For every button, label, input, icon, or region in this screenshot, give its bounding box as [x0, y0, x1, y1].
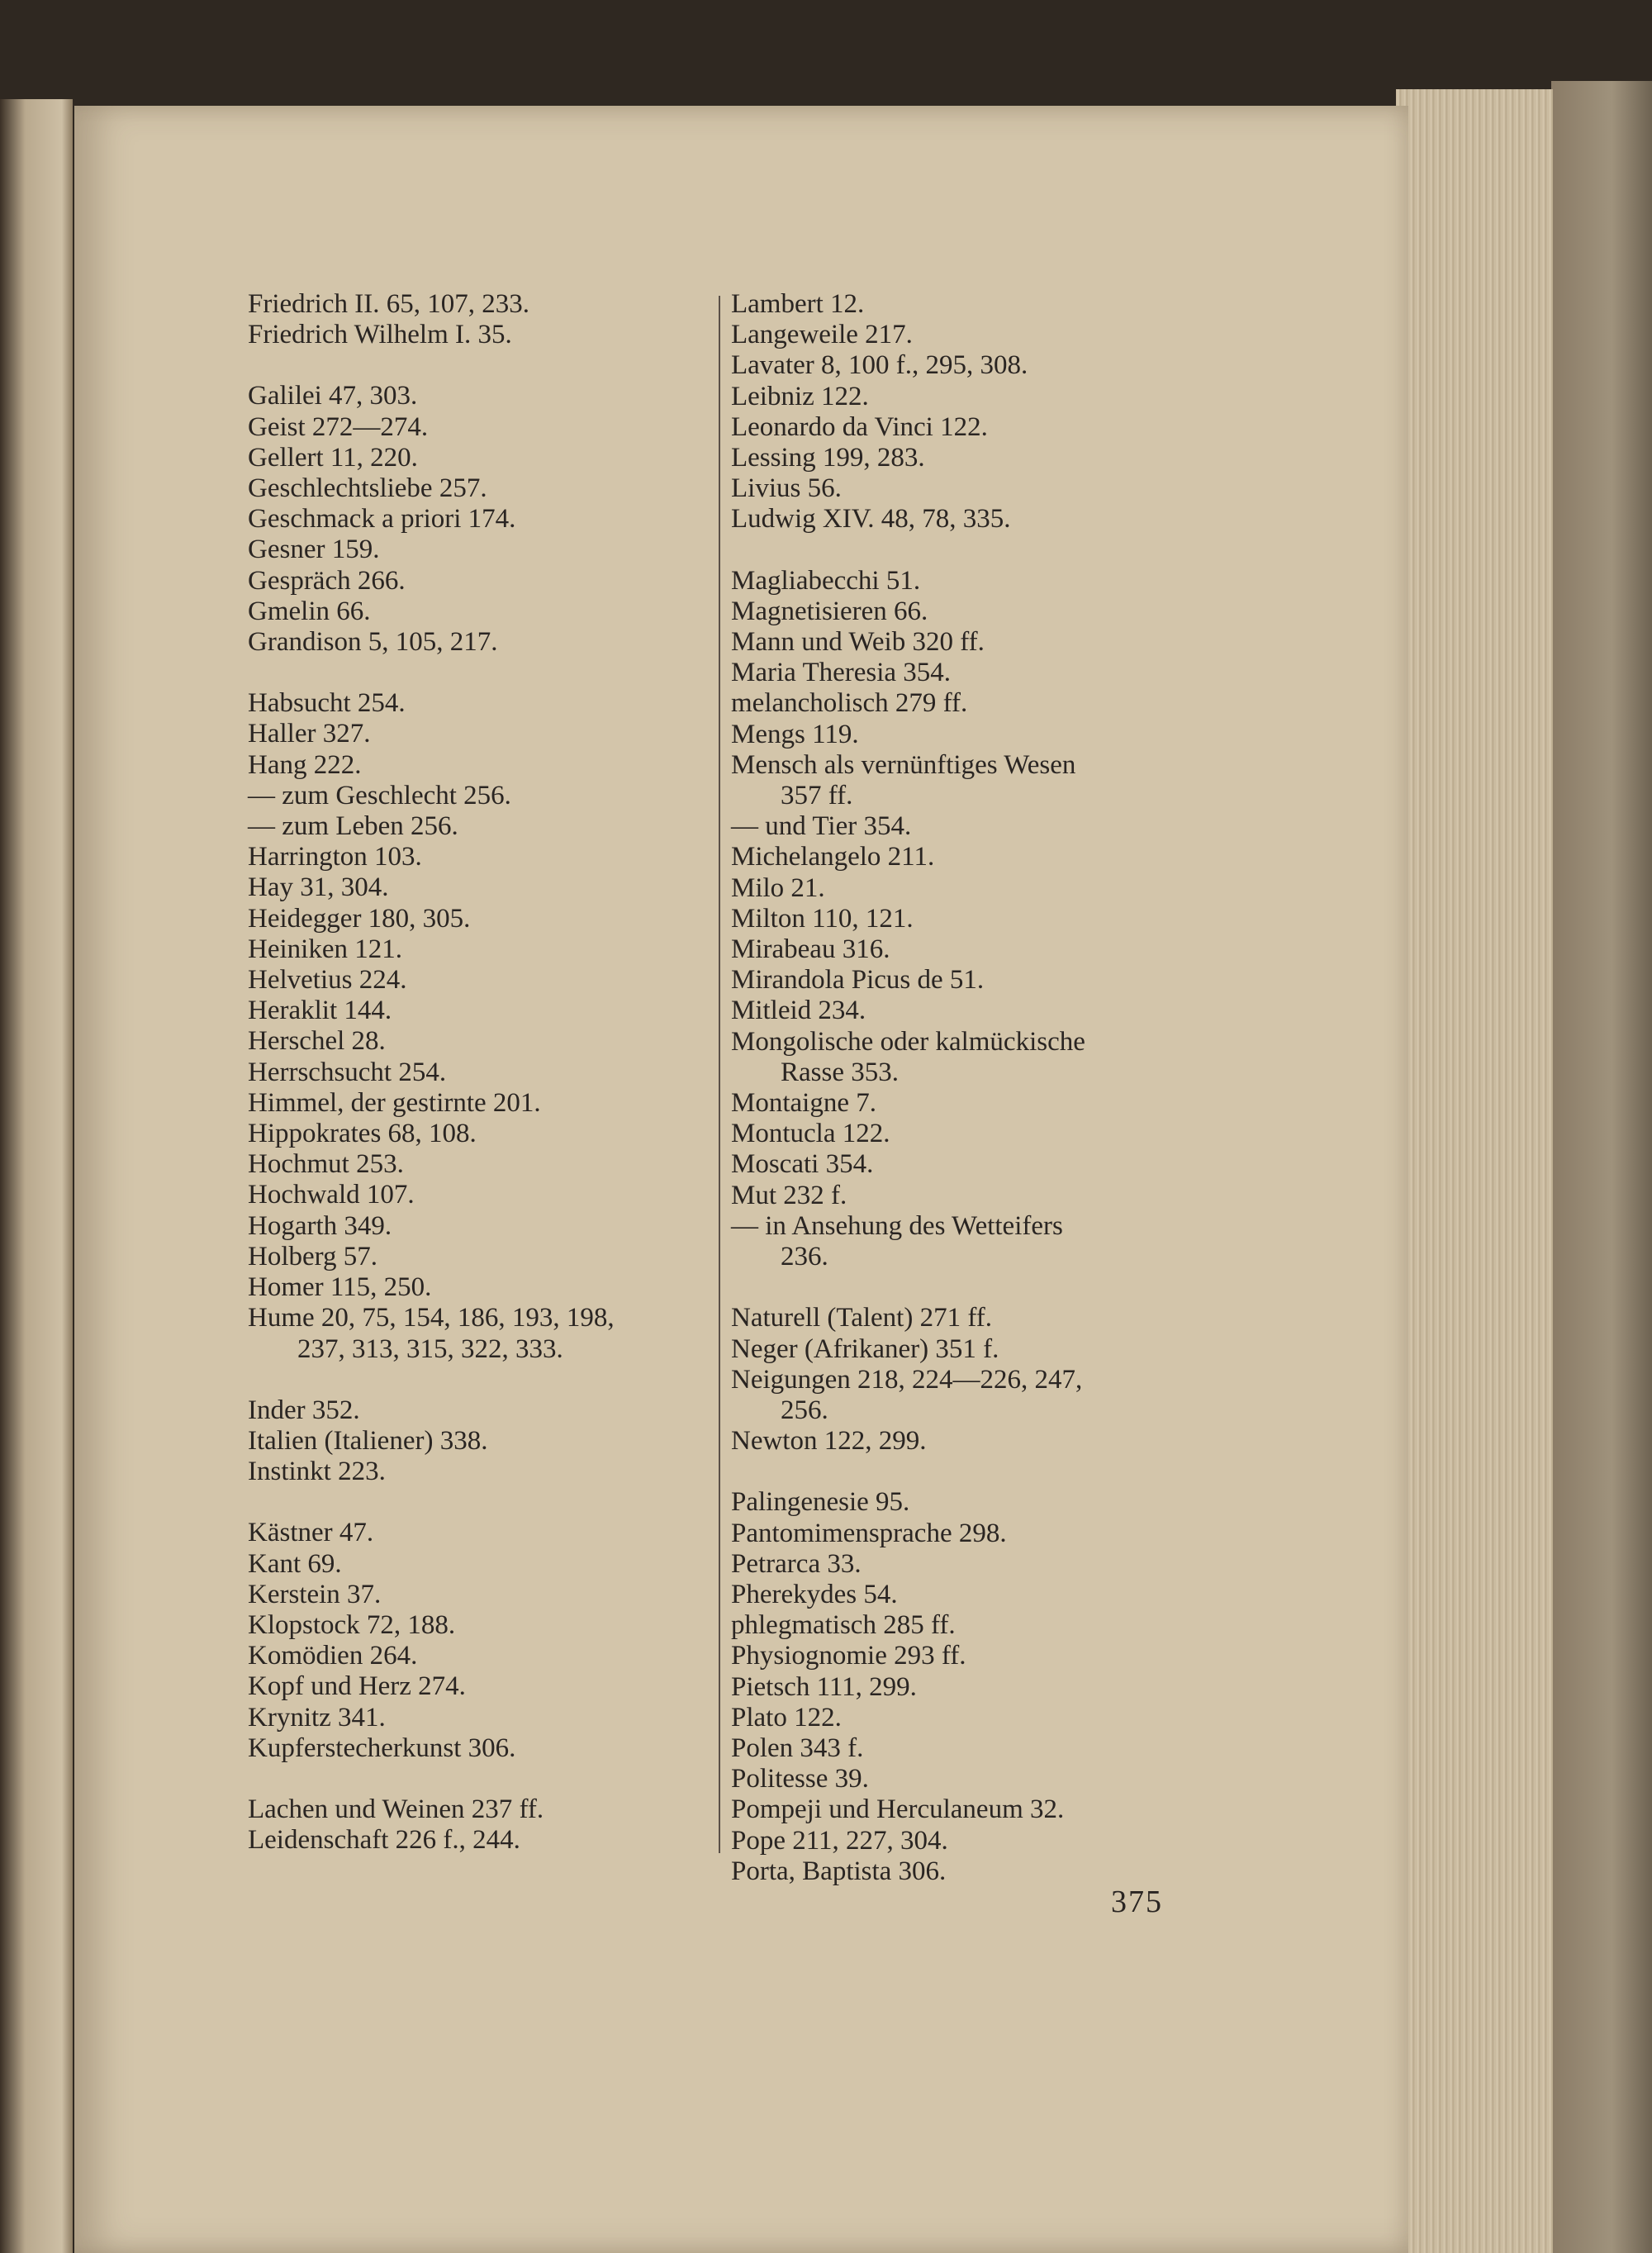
index-entry: Kopf und Herz 274. — [248, 1671, 466, 1702]
index-entry: Gellert 11, 220. — [248, 442, 418, 473]
index-entry: Lachen und Weinen 237 ff. — [248, 1794, 544, 1824]
index-entry: Montucla 122. — [731, 1119, 890, 1149]
index-entry: Galilei 47, 303. — [248, 381, 418, 411]
section-gap — [731, 535, 1276, 566]
index-entry: Newton 122, 299. — [731, 1426, 927, 1457]
index-entry: Inder 352. — [248, 1395, 360, 1425]
index-entry: Mirabeau 316. — [731, 934, 890, 965]
index-entry: Friedrich II. 65, 107, 233. — [248, 289, 529, 319]
index-entry-continuation: 256. — [781, 1395, 828, 1425]
index-entry: Friedrich Wilhelm I. 35. — [248, 320, 512, 350]
index-entry: Hay 31, 304. — [248, 872, 389, 903]
index-entry: Livius 56. — [731, 473, 842, 504]
index-entry: Milo 21. — [731, 872, 825, 903]
index-entry: Mann und Weib 320 ff. — [731, 627, 985, 658]
index-entry: Magliabecchi 51. — [731, 565, 921, 596]
index-entry: Mitleid 234. — [731, 996, 866, 1026]
index-entry: Neigungen 218, 224—226, 247, — [731, 1364, 1083, 1395]
index-entry: Hippokrates 68, 108. — [248, 1119, 477, 1149]
section-gap — [731, 1272, 1276, 1303]
index-entry: Hume 20, 75, 154, 186, 193, 198, — [248, 1303, 615, 1333]
section-gap — [248, 350, 776, 381]
previous-page-edge — [0, 99, 73, 2253]
index-entry: Pompeji und Herculaneum 32. — [731, 1794, 1065, 1825]
section-gap — [248, 1487, 776, 1518]
index-entry: Italien (Italiener) 338. — [248, 1425, 488, 1456]
index-entry: Gespräch 266. — [248, 565, 406, 596]
index-entry: Naturell (Talent) 271 ff. — [731, 1303, 992, 1333]
index-entry: Harrington 103. — [248, 842, 422, 872]
index-entry: Lessing 199, 283. — [731, 443, 925, 473]
index-entry: Heiniken 121. — [248, 934, 402, 964]
index-entry: Mut 232 f. — [731, 1180, 847, 1210]
index-entry: Kästner 47. — [248, 1518, 374, 1548]
index-entry: Hochwald 107. — [248, 1180, 415, 1210]
index-entry: Mensch als vernünftiges Wesen — [731, 749, 1076, 780]
index-entry: Leibniz 122. — [731, 381, 869, 411]
section-gap — [731, 1457, 1276, 1487]
index-entry: Habsucht 254. — [248, 688, 406, 719]
index-column-left — [248, 289, 776, 1856]
index-entry: Moscati 354. — [731, 1149, 874, 1180]
index-entry: melancholisch 279 ff. — [731, 688, 968, 719]
index-column-right — [731, 289, 1276, 1887]
index-entry: Krynitz 341. — [248, 1702, 386, 1733]
section-gap — [248, 1764, 776, 1794]
book-page — [74, 106, 1408, 2253]
index-entry: Montaigne 7. — [731, 1088, 876, 1119]
index-entry: Pantomimensprache 298. — [731, 1518, 1007, 1548]
index-entry: Kant 69. — [248, 1548, 342, 1579]
index-entry: Holberg 57. — [248, 1241, 378, 1271]
index-entry: Pope 211, 227, 304. — [731, 1825, 948, 1856]
index-entry-continuation: 357 ff. — [781, 781, 853, 811]
index-entry-continuation: Rasse 353. — [781, 1057, 899, 1087]
index-entry: Leonardo da Vinci 122. — [731, 411, 988, 442]
index-entry: Komödien 264. — [248, 1641, 418, 1671]
index-entry: Politesse 39. — [731, 1764, 869, 1794]
index-entry: Heidegger 180, 305. — [248, 903, 471, 934]
index-entry: Helvetius 224. — [248, 965, 407, 996]
index-entry: Haller 327. — [248, 719, 371, 749]
index-entry: Mongolische oder kalmückische — [731, 1026, 1085, 1057]
page-number: 375 — [1111, 1885, 1163, 1919]
index-entry: Himmel, der gestirnte 201. — [248, 1087, 541, 1118]
index-entry: — in Ansehung des Wetteifers — [731, 1210, 1063, 1241]
index-entry: Physiognomie 293 ff. — [731, 1641, 966, 1671]
index-entry: Herrschsucht 254. — [248, 1057, 447, 1087]
index-entry: Pherekydes 54. — [731, 1579, 898, 1609]
index-entry: Kupferstecherkunst 306. — [248, 1733, 516, 1763]
index-entry: Porta, Baptista 306. — [731, 1856, 947, 1886]
index-entry: Hochmut 253. — [248, 1149, 404, 1180]
index-entry: Mengs 119. — [731, 719, 859, 749]
index-entry: Lambert 12. — [731, 289, 865, 319]
index-entry: Palingenesie 95. — [731, 1487, 910, 1518]
index-entry: Ludwig XIV. 48, 78, 335. — [731, 504, 1011, 535]
index-entry: Geschlechtsliebe 257. — [248, 473, 487, 504]
index-entry: Milton 110, 121. — [731, 903, 914, 934]
index-entry: Kerstein 37. — [248, 1579, 382, 1609]
index-entry: Gmelin 66. — [248, 596, 371, 626]
index-entry: Mirandola Picus de 51. — [731, 965, 985, 996]
index-entry: — und Tier 354. — [731, 811, 912, 842]
index-entry: Magnetisieren 66. — [731, 596, 928, 626]
index-entry: Plato 122. — [731, 1702, 842, 1733]
column-divider — [719, 296, 720, 1853]
index-entry: Hang 222. — [248, 749, 362, 780]
index-entry: Instinkt 223. — [248, 1457, 386, 1487]
page-stack-edges — [1396, 89, 1553, 2253]
index-entry: Grandison 5, 105, 217. — [248, 627, 498, 658]
index-entry: Herschel 28. — [248, 1026, 386, 1057]
index-entry: phlegmatisch 285 ff. — [731, 1610, 956, 1641]
index-entry: Polen 343 f. — [731, 1733, 864, 1763]
index-entry-continuation: 237, 313, 315, 322, 333. — [297, 1333, 563, 1364]
section-gap — [248, 1365, 776, 1395]
index-entry: Homer 115, 250. — [248, 1272, 432, 1303]
index-entry: Langeweile 217. — [731, 320, 913, 350]
index-entry: Pietsch 111, 299. — [731, 1671, 917, 1702]
index-entry: Geschmack a priori 174. — [248, 504, 516, 535]
index-entry: Michelangelo 211. — [731, 842, 935, 872]
book-cover-edge — [1551, 81, 1652, 2253]
index-entry: Maria Theresia 354. — [731, 658, 952, 688]
index-entry: Klopstock 72, 188. — [248, 1609, 456, 1640]
index-entry: Geist 272—274. — [248, 411, 429, 442]
section-gap — [248, 658, 776, 688]
index-entry: Hogarth 349. — [248, 1210, 392, 1241]
index-entry: — zum Geschlecht 256. — [248, 780, 511, 810]
index-entry: Neger (Afrikaner) 351 f. — [731, 1333, 999, 1364]
index-entry-continuation: 236. — [781, 1242, 828, 1272]
index-entry: Heraklit 144. — [248, 996, 392, 1026]
index-entry: Gesner 159. — [248, 535, 380, 565]
index-entry: Leidenschaft 226 f., 244. — [248, 1825, 520, 1856]
index-entry: Petrarca 33. — [731, 1548, 862, 1579]
index-entry: — zum Leben 256. — [248, 811, 458, 842]
index-entry: Lavater 8, 100 f., 295, 308. — [731, 350, 1028, 381]
